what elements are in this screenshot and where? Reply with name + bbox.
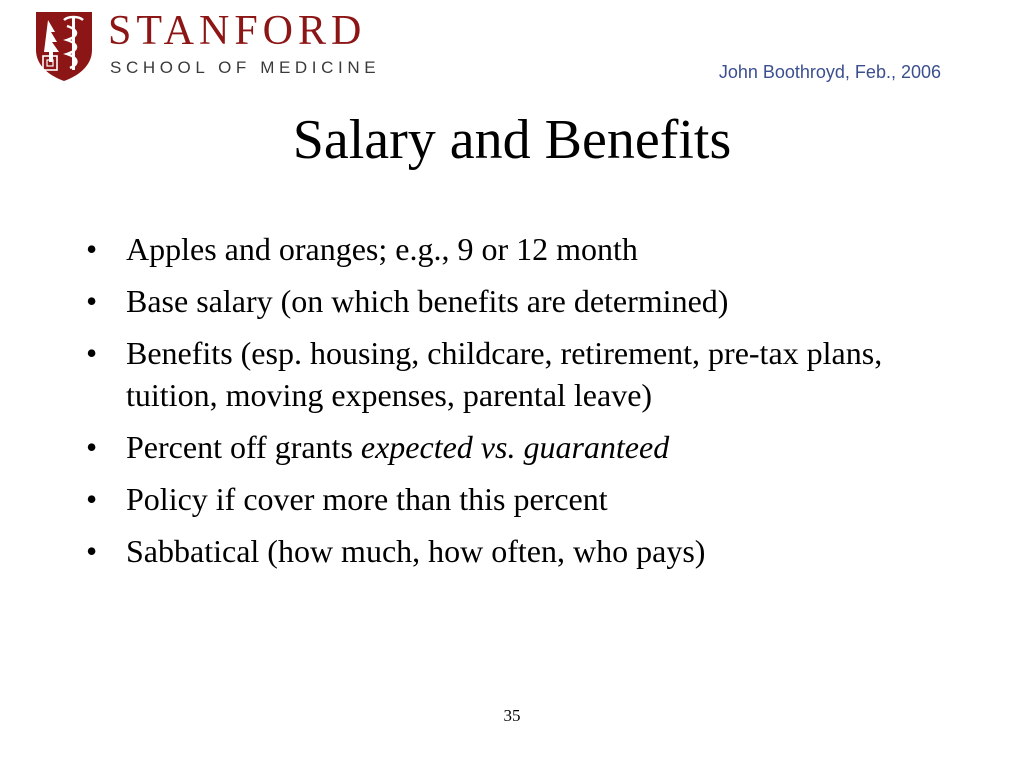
bullet-icon: • — [86, 429, 98, 465]
bullet-item — [86, 228, 946, 270]
bullet-text: Benefits (esp. housing, childcare, retirement, pre-tax plans, tuition, moving expenses, parental leave) — [126, 335, 883, 413]
bullet-icon: • — [86, 335, 98, 371]
bullet-text: Sabbatical (how much, how often, who pays) — [126, 533, 706, 569]
bullet-text — [126, 429, 669, 465]
bullet-text-italic: expected vs. guaranteed — [360, 429, 670, 465]
bullet-item — [86, 332, 946, 416]
bullet-icon: • — [86, 283, 98, 319]
bullet-item — [86, 530, 946, 572]
bullet-item — [86, 426, 946, 468]
bullet-text: Policy if cover more than this percent — [126, 481, 608, 517]
author-date: John Boothroyd, Feb., 2006 — [718, 62, 941, 82]
logo-wordmark: STANFORD — [108, 8, 367, 54]
bullet-text-plain: Percent off grants — [126, 429, 361, 465]
bullet-item — [86, 478, 946, 520]
logo-subtitle: SCHOOL OF MEDICINE — [110, 58, 381, 77]
page-number: 35 — [503, 706, 521, 725]
slide-title: Salary and Benefits — [292, 109, 732, 171]
bullet-list — [86, 228, 946, 582]
bullet-item — [86, 280, 946, 322]
bullet-text: Base salary (on which benefits are determined) — [126, 283, 729, 319]
bullet-icon: • — [86, 533, 98, 569]
stanford-shield-icon — [34, 10, 94, 82]
bullet-text: Apples and oranges; e.g., 9 or 12 month — [126, 231, 638, 267]
stanford-medicine-logo — [34, 10, 414, 82]
bullet-icon: • — [86, 231, 98, 267]
bullet-icon: • — [86, 481, 98, 517]
